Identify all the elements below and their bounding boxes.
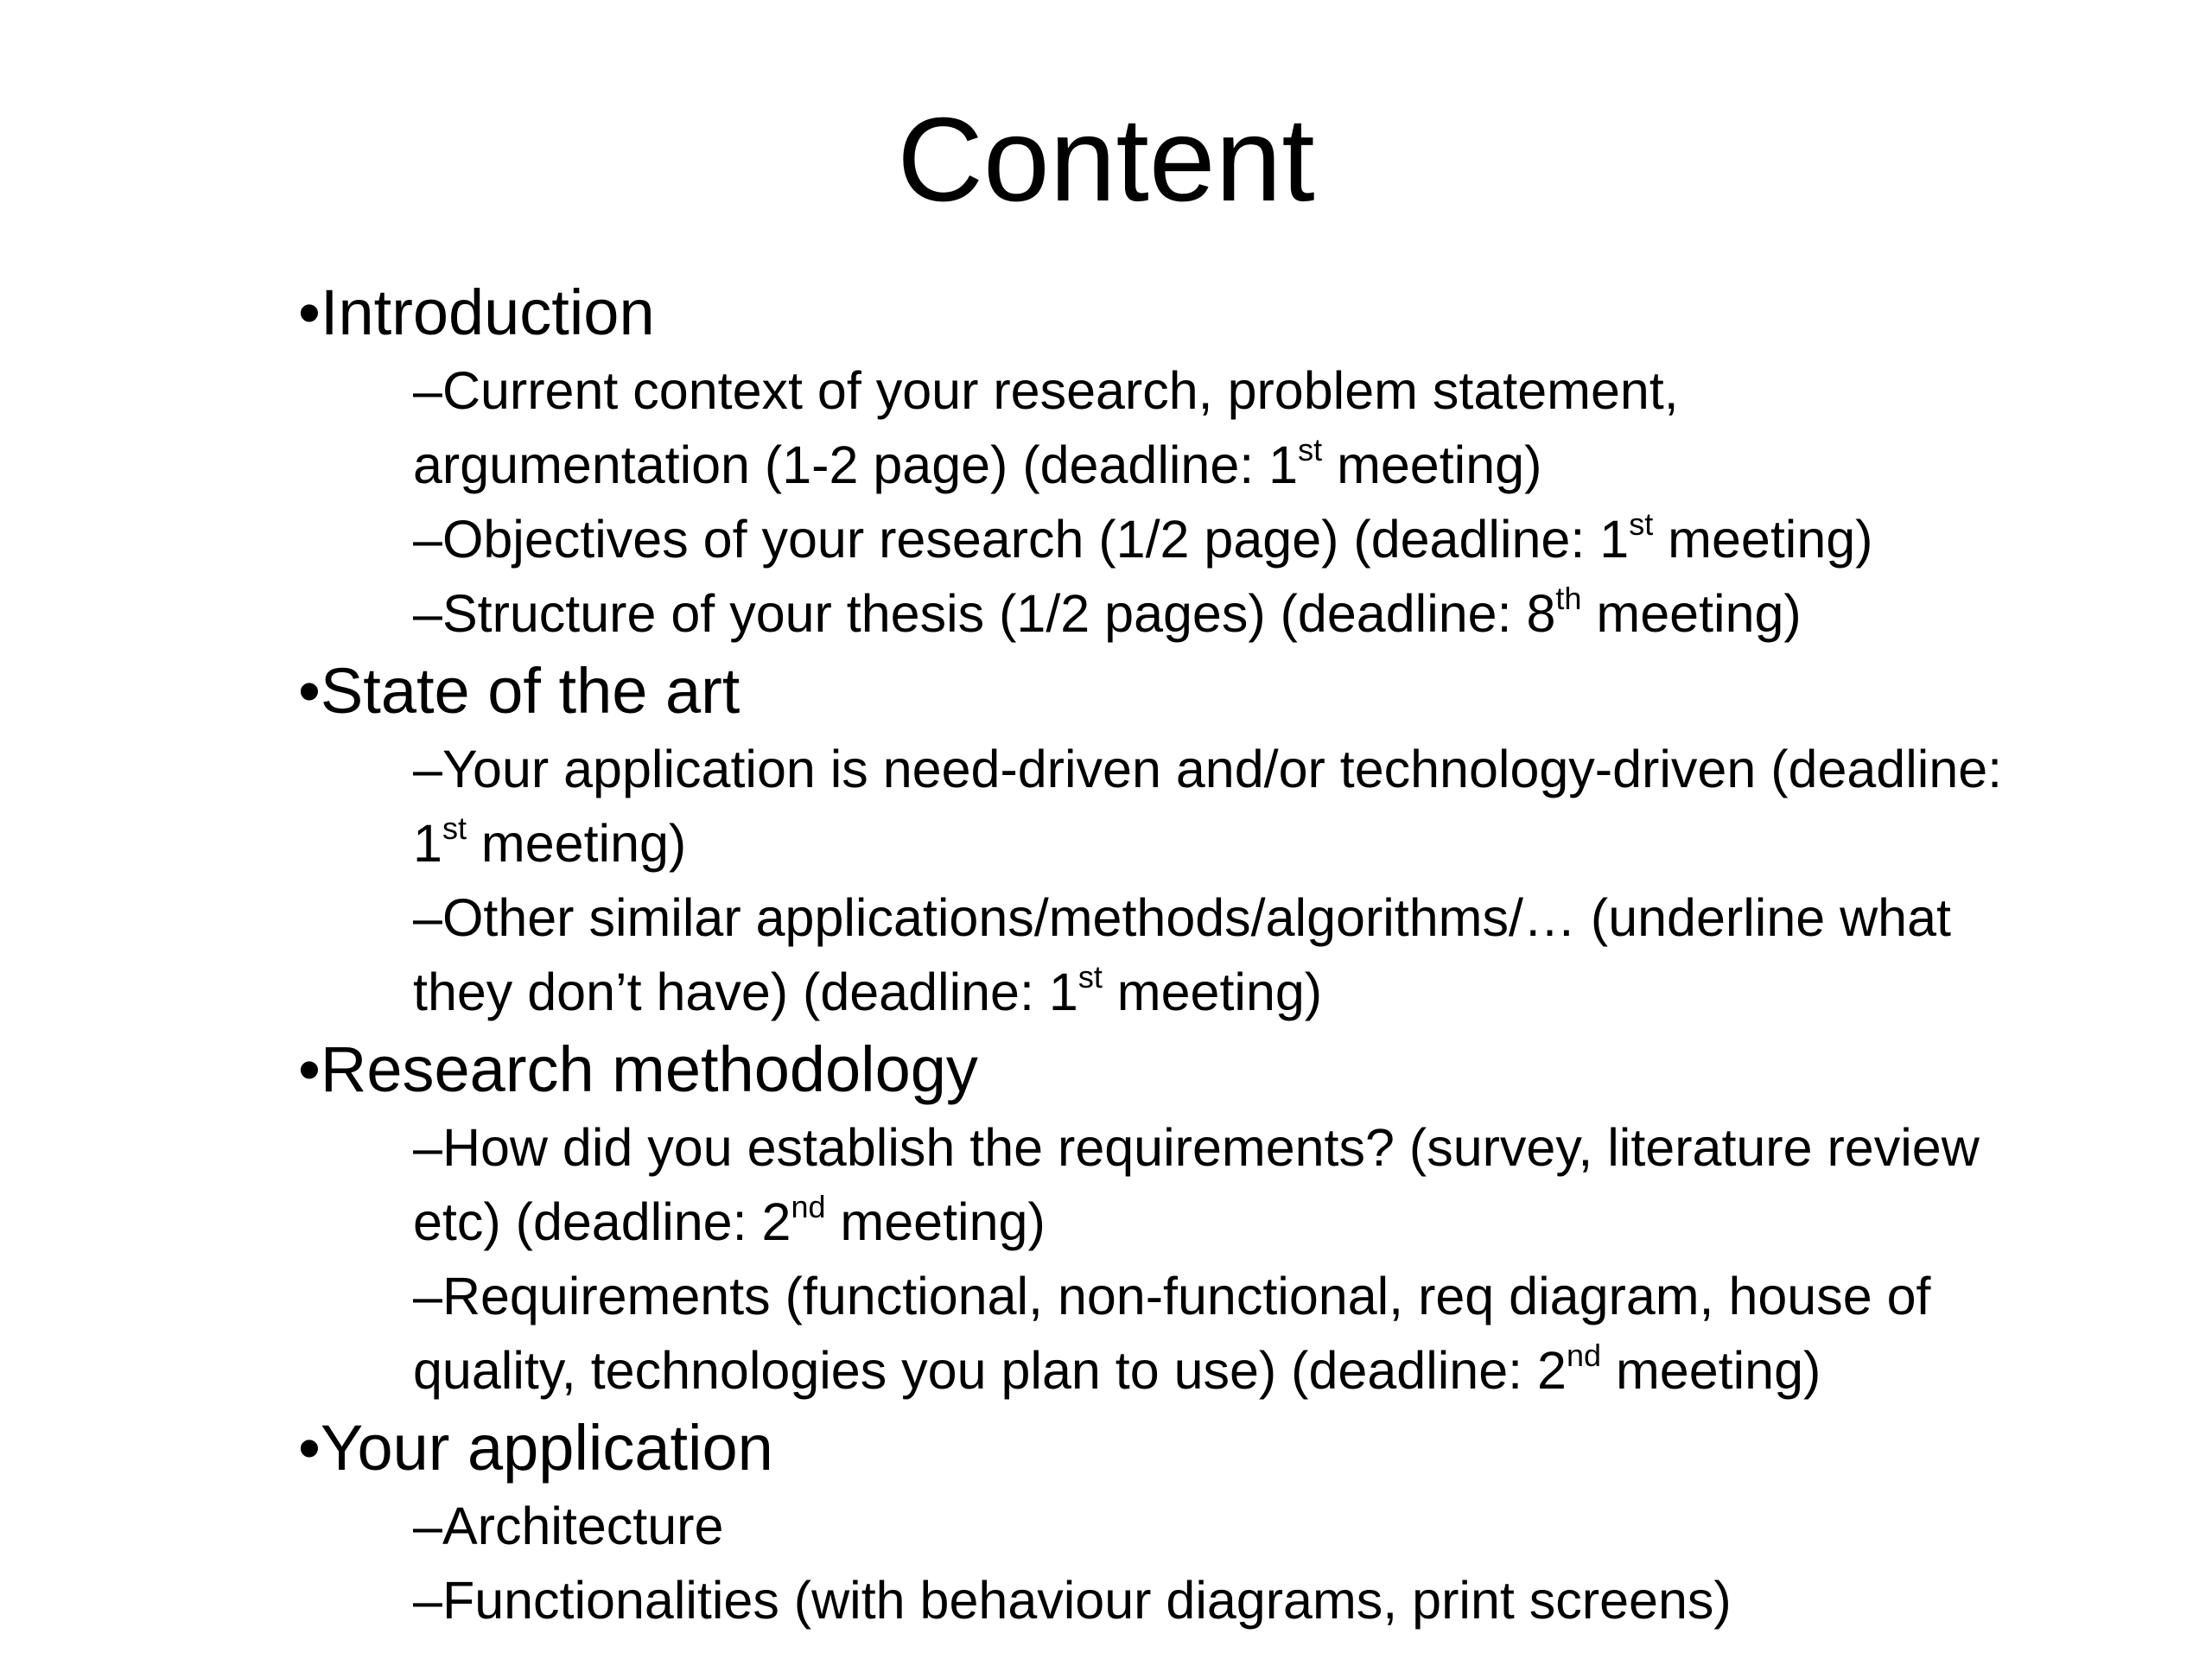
sub-item-line (413, 353, 2156, 428)
section-heading (298, 1408, 2156, 1489)
line-text: 1 (413, 814, 442, 873)
sub-item (298, 1259, 2156, 1408)
line-text-after: meeting) (466, 814, 687, 873)
section-heading (298, 1029, 2156, 1110)
sub-item (298, 1489, 2156, 1563)
section-label: Your application (320, 1412, 773, 1484)
line-text: argumentation (1-2 page) (deadline: 1 (413, 435, 1299, 494)
slide-title: Content (897, 93, 1315, 226)
bullet-icon: • (298, 276, 321, 348)
line-text-after: meeting) (1653, 510, 1873, 569)
line-text-after: meeting) (825, 1192, 1046, 1251)
line-text: Your application is need-driven and/or technology-driven (deadline: (442, 740, 2003, 798)
sub-item-line (413, 1333, 2156, 1408)
section-label: Introduction (320, 276, 655, 348)
line-text-after: meeting) (1601, 1341, 1821, 1400)
section-heading (298, 651, 2156, 732)
dash-icon: – (413, 1267, 442, 1325)
line-text: Functionalities (with behaviour diagrams, print screens) (442, 1571, 1732, 1630)
line-text: Current context of your research, problem statement, (442, 361, 1679, 420)
sub-item (298, 576, 2156, 651)
sub-item-line (413, 732, 2156, 806)
line-text: they don’t have) (deadline: 1 (413, 963, 1078, 1021)
sub-item-line (413, 428, 2156, 502)
ordinal-suffix: nd (791, 1189, 826, 1224)
section-label: State of the art (320, 655, 741, 727)
section-label: Research methodology (320, 1033, 978, 1105)
ordinal-suffix: st (1298, 432, 1323, 467)
dash-icon: – (413, 1118, 442, 1177)
line-text: Objectives of your research (1/2 page) (deadline: 1 (442, 510, 1630, 569)
dash-icon: – (413, 361, 442, 420)
dash-icon: – (413, 740, 442, 798)
bullet-icon: • (298, 1412, 321, 1484)
sub-item (298, 880, 2156, 1029)
sub-item-line (413, 1185, 2156, 1259)
sub-item-line (413, 1489, 2156, 1563)
sub-item (298, 502, 2156, 576)
dash-icon: – (413, 510, 442, 569)
sub-item-line (413, 1563, 2156, 1637)
line-text: Architecture (442, 1497, 724, 1555)
sub-item-line (413, 1110, 2156, 1185)
sub-item (298, 732, 2156, 880)
sub-item-line (413, 880, 2156, 955)
dash-icon: – (413, 584, 442, 643)
ordinal-suffix: st (442, 810, 467, 846)
ordinal-suffix: st (1629, 506, 1654, 542)
line-text: Other similar applications/methods/algorithms/… (underline what (442, 888, 1951, 947)
line-text: Structure of your thesis (1/2 pages) (deadline: 8 (442, 584, 1556, 643)
sub-item-line (413, 502, 2156, 576)
sub-item-line (413, 806, 2156, 880)
ordinal-suffix: st (1077, 959, 1103, 995)
sub-item-line (413, 1259, 2156, 1333)
line-text-after: meeting) (1102, 963, 1323, 1021)
sub-item (298, 353, 2156, 502)
dash-icon: – (413, 1571, 442, 1630)
sub-item-line (413, 576, 2156, 651)
line-text-after: meeting) (1581, 584, 1802, 643)
slide-content (298, 272, 2156, 1637)
bullet-icon: • (298, 655, 321, 727)
sub-item (298, 1110, 2156, 1259)
ordinal-suffix: th (1555, 581, 1582, 616)
line-text: How did you establish the requirements? (survey, literature review (442, 1118, 1980, 1177)
sub-item-line (413, 955, 2156, 1029)
bullet-icon: • (298, 1033, 321, 1105)
sub-item (298, 1563, 2156, 1637)
line-text: quality, technologies you plan to use) (deadline: 2 (413, 1341, 1567, 1400)
line-text: Requirements (functional, non-functional, req diagram, house of (442, 1267, 1931, 1325)
dash-icon: – (413, 1497, 442, 1555)
line-text: etc) (deadline: 2 (413, 1192, 791, 1251)
ordinal-suffix: nd (1566, 1338, 1602, 1373)
dash-icon: – (413, 888, 442, 947)
line-text-after: meeting) (1322, 435, 1542, 494)
section-heading (298, 272, 2156, 353)
